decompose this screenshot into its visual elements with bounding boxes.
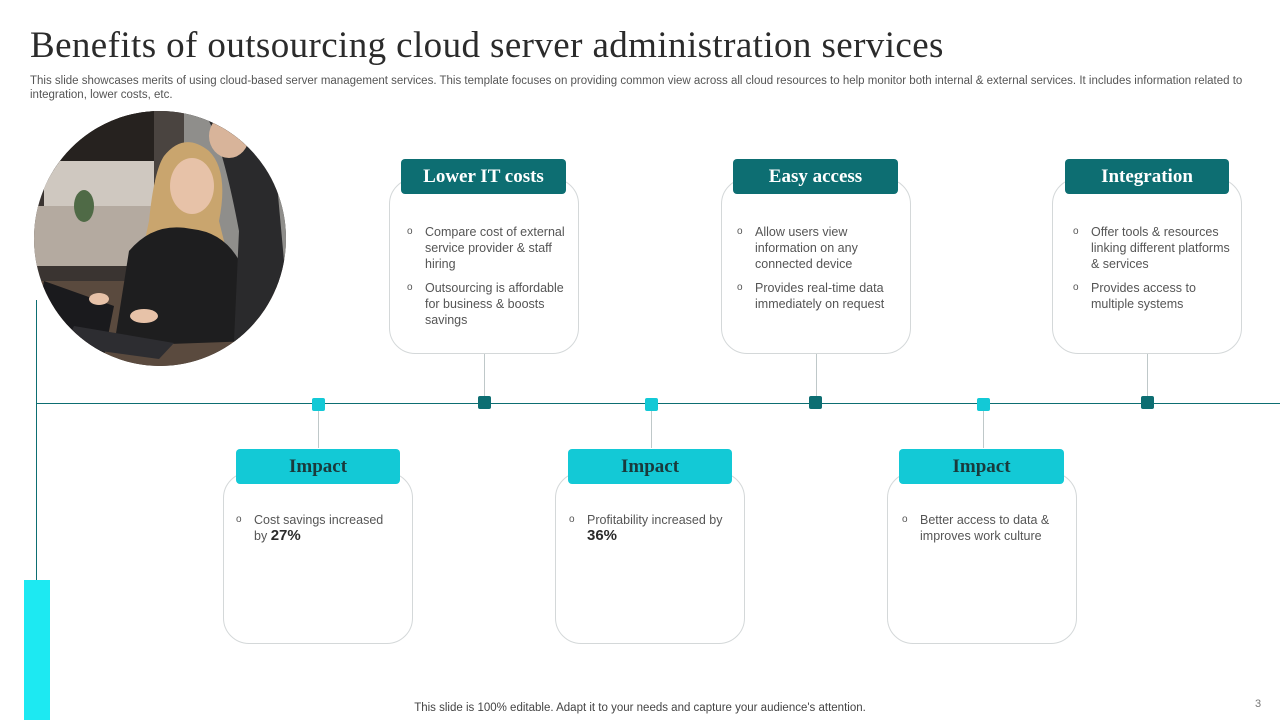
list-item: o Outsourcing is affordable for business & boosts savings bbox=[407, 281, 564, 327]
benefit-points bbox=[1073, 224, 1233, 320]
list-item: o Allow users view information on any connected device bbox=[737, 225, 858, 271]
list-item: o Compare cost of external service provider & staff hiring bbox=[407, 225, 565, 271]
list-item: o Provides real-time data immediately on request bbox=[737, 281, 885, 311]
office-photo bbox=[34, 111, 286, 366]
accent-bar bbox=[24, 580, 50, 720]
list-item: o Better access to data & improves work culture bbox=[902, 513, 1050, 543]
benefit-label: Easy access bbox=[733, 159, 898, 194]
page-subtitle: This slide showcases merits of using cloud-based server management services. This template focuses on providing common view across all cloud resources to help monitor both internal & external services. It includes information related to integration, lower costs, etc. bbox=[30, 75, 1243, 101]
benefit-points bbox=[407, 224, 567, 336]
timeline-horizontal-line bbox=[36, 403, 1280, 404]
timeline-dot-benefit bbox=[1141, 396, 1154, 409]
timeline-vertical-line bbox=[36, 300, 37, 608]
impact-card bbox=[223, 472, 413, 644]
impact-label: Impact bbox=[236, 449, 400, 484]
timeline-dot-impact bbox=[977, 398, 990, 411]
benefit-label: Integration bbox=[1065, 159, 1229, 194]
timeline-dot-benefit bbox=[478, 396, 491, 409]
impact-points bbox=[569, 512, 737, 552]
list-item: o Profitability increased by 36% bbox=[569, 513, 723, 544]
page-title: Benefits of outsourcing cloud server administration services bbox=[30, 25, 944, 66]
benefit-points bbox=[737, 224, 897, 320]
impact-card bbox=[555, 472, 745, 644]
impact-points bbox=[236, 512, 396, 552]
list-item: o Cost savings increased by 27% bbox=[236, 513, 384, 544]
page-number: 3 bbox=[1255, 698, 1262, 710]
impact-label: Impact bbox=[568, 449, 732, 484]
footer-note: This slide is 100% editable. Adapt it to your needs and capture your audience's attention. bbox=[414, 702, 866, 714]
impact-value: 27% bbox=[270, 527, 301, 544]
list-item: o Provides access to multiple systems bbox=[1073, 281, 1196, 311]
impact-label: Impact bbox=[899, 449, 1064, 484]
timeline-dot-benefit bbox=[809, 396, 822, 409]
list-item: o Offer tools & resources linking different platforms & services bbox=[1073, 225, 1230, 271]
impact-points bbox=[902, 512, 1062, 552]
impact-card bbox=[887, 472, 1077, 644]
timeline-dot-impact bbox=[645, 398, 658, 411]
benefit-label: Lower IT costs bbox=[401, 159, 566, 194]
impact-value: 36% bbox=[587, 527, 618, 544]
timeline-dot-impact bbox=[312, 398, 325, 411]
